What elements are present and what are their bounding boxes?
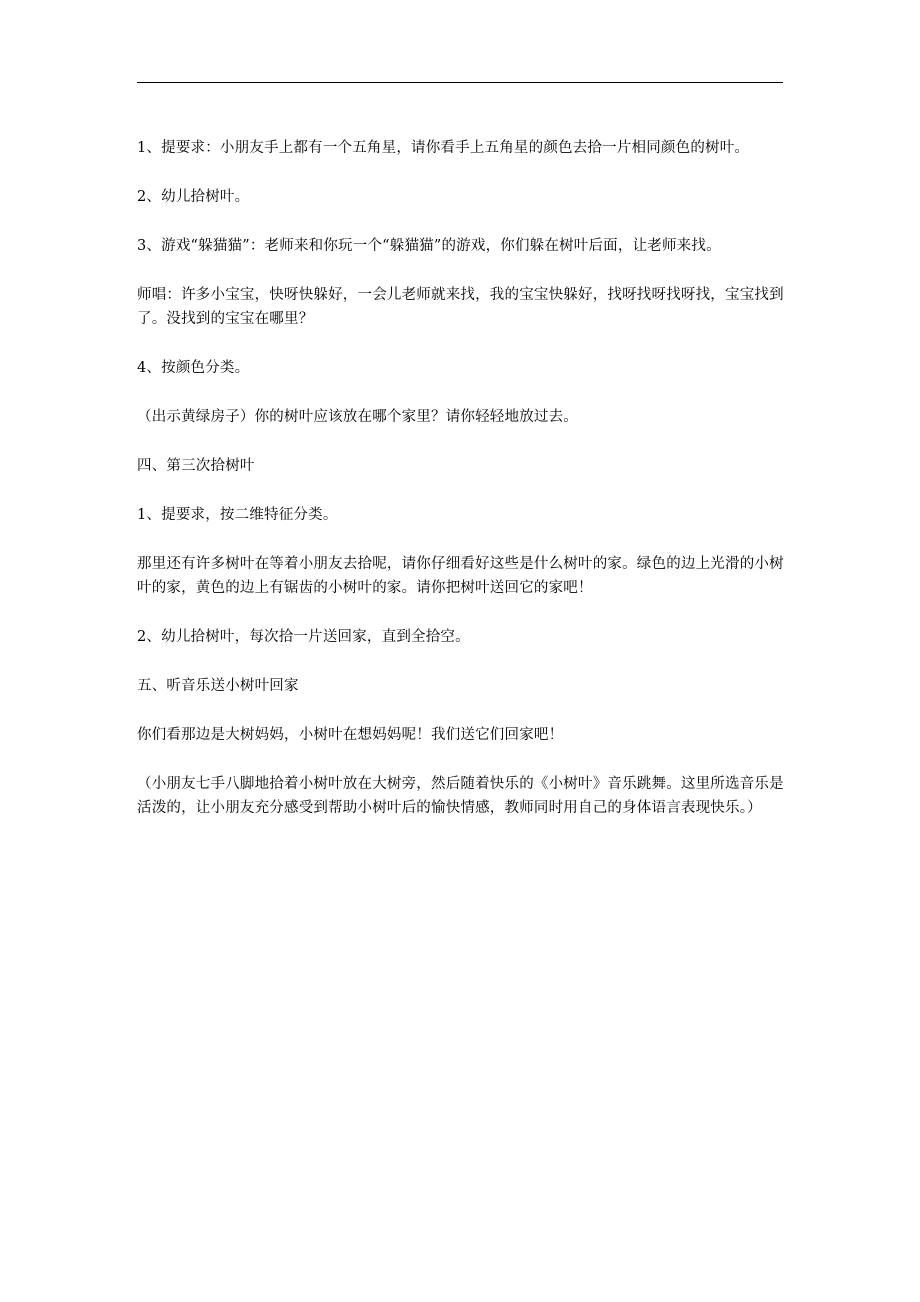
document-body — [137, 136, 785, 845]
section-heading-four: 四、第三次拾树叶 — [137, 458, 255, 474]
paragraph-music-dance: （小朋友七手八脚地拾着小树叶放在大树旁，然后随着快乐的《小树叶》音乐跳舞。这里所选音乐是活泼的，让小朋友充分感受到帮助小树叶后的愉快情感，教师同时用自己的身体语言表现快乐。） — [137, 776, 784, 816]
paragraph-step-3-hide-and-seek: 3、游戏“躲猫猫”：老师来和你玩一个“躲猫猫”的游戏，你们躲在树叶后面，让老师来找。 — [137, 238, 721, 254]
paragraph-step-4-sort-by-color: 4、按颜色分类。 — [137, 360, 250, 376]
paragraph-step-1-requirement: 1、提要求：小朋友手上都有一个五角星，请你看手上五角星的颜色去拾一片相同颜色的树叶。 — [137, 140, 750, 156]
header-rule — [137, 82, 783, 83]
paragraph-tree-mother: 你们看那边是大树妈妈，小树叶在想妈妈呢！我们送它们回家吧！ — [137, 727, 564, 743]
paragraph-teacher-song: 师唱：许多小宝宝，快呀快躲好，一会儿老师就来找，我的宝宝快躲好，找呀找呀找呀找，宝宝找到了。没找到的宝宝在哪里？ — [137, 287, 784, 327]
paragraph-leaf-homes: 那里还有许多树叶在等着小朋友去拾呢，请你仔细看好这些是什么树叶的家。绿色的边上光滑的小树叶的家，黄色的边上有锯齿的小树叶的家。请你把树叶送回它的家吧！ — [137, 556, 784, 596]
section-heading-five: 五、听音乐送小树叶回家 — [137, 678, 299, 694]
paragraph-show-houses: （出示黄绿房子）你的树叶应该放在哪个家里？请你轻轻地放过去。 — [137, 409, 578, 425]
paragraph-step-2-pick-leaves: 2、幼儿拾树叶。 — [137, 189, 250, 205]
paragraph-step-2-pick-one-each: 2、幼儿拾树叶，每次拾一片送回家，直到全拾空。 — [137, 629, 470, 645]
paragraph-step-1-two-features: 1、提要求，按二维特征分类。 — [137, 507, 338, 523]
